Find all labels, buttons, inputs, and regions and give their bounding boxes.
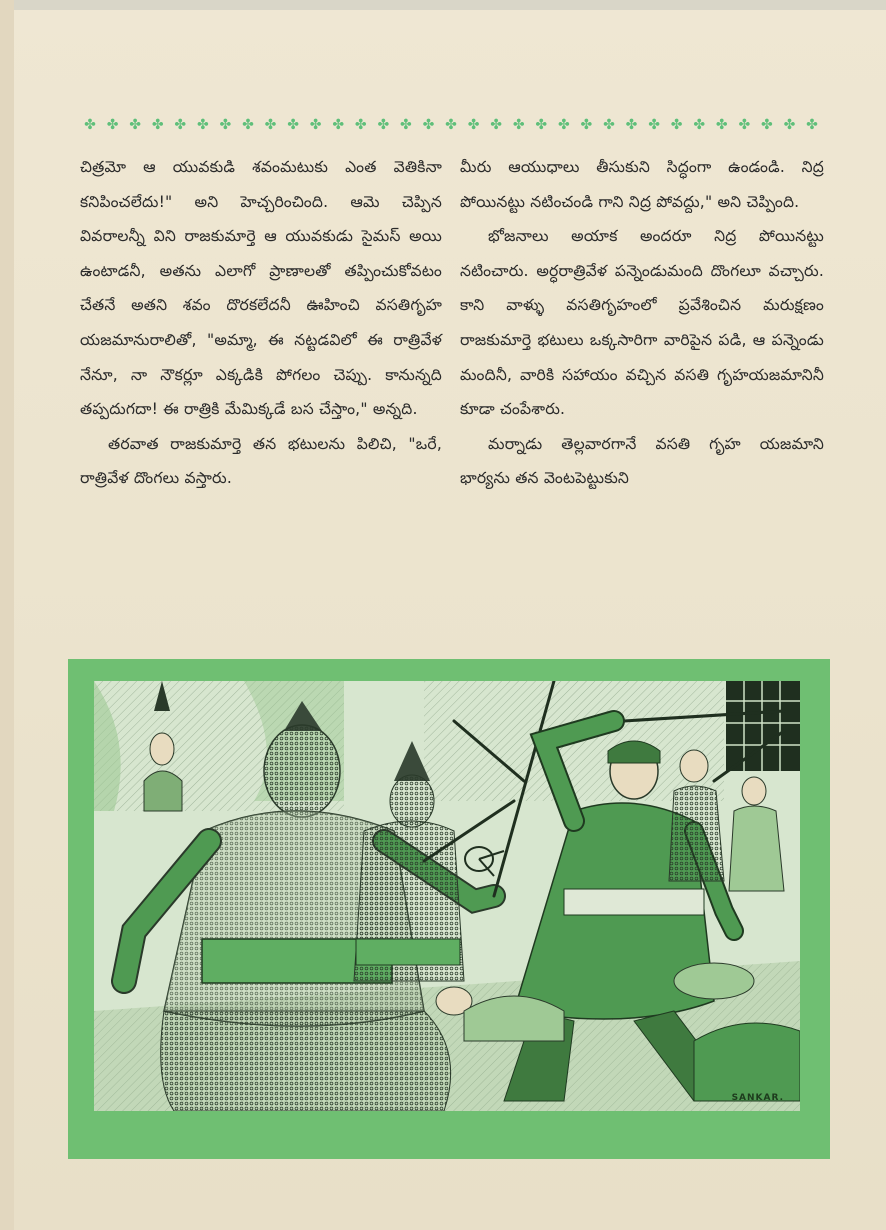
ornament-flower-icon: ✤ — [603, 117, 615, 133]
ornament-flower-icon: ✤ — [151, 117, 164, 133]
ornament-flower-icon: ✤ — [512, 117, 525, 133]
battle-illustration — [94, 681, 800, 1111]
ornament-flower-icon: ✤ — [309, 117, 322, 133]
ornament-flower-icon: ✤ — [354, 117, 367, 133]
ornament-flower-icon: ✤ — [783, 117, 796, 133]
ornament-flower-icon: ✤ — [625, 117, 638, 133]
ornament-flower-icon: ✤ — [738, 117, 751, 133]
page-left-edge — [0, 0, 14, 1230]
ornament-flower-icon: ✤ — [715, 117, 728, 133]
ornament-flower-icon: ✤ — [535, 117, 548, 133]
ornament-flower-icon: ✤ — [332, 117, 345, 133]
ornament-flower-icon: ✤ — [580, 117, 593, 133]
decorative-border — [82, 114, 820, 136]
ornament-flower-icon: ✤ — [557, 117, 570, 133]
ornament-flower-icon: ✤ — [287, 117, 299, 133]
ornament-flower-icon: ✤ — [467, 117, 480, 133]
ornament-flower-icon: ✤ — [761, 117, 773, 133]
ornament-flower-icon: ✤ — [648, 117, 660, 133]
ornament-flower-icon: ✤ — [129, 117, 141, 133]
ornament-flower-icon: ✤ — [264, 117, 277, 133]
ornament-flower-icon: ✤ — [377, 117, 390, 133]
artist-signature: SANKAR. — [731, 1093, 784, 1103]
text-column-left — [80, 150, 442, 496]
page-top-edge — [0, 0, 886, 10]
ornament-flower-icon: ✤ — [174, 117, 187, 133]
ornament-flower-icon: ✤ — [400, 117, 412, 133]
ornament-flower-icon: ✤ — [806, 117, 818, 133]
paragraph: భోజనాలు అయాక అందరూ నిద్ర పోయినట్టు నటించారు. అర్ధరాత్రివేళ పన్నెండుమంది దొంగలూ వచ్చారు. కాని వాళ్ళు వసతిగృహంలో ప్రవేశించిన మరుక్షణం రాజకుమార్తె భటులు ఒక్కసారిగా వారిపైన పడి, ఆ పన్నెండు మందినీ, వారికి సహాయం వచ్చిన వసతి గృహయజమానినీ కూడా చంపేశారు. — [460, 227, 824, 419]
ornament-flower-icon: ✤ — [693, 117, 706, 133]
ornament-flower-icon: ✤ — [84, 117, 96, 133]
text-column-right — [460, 150, 824, 496]
ornament-flower-icon: ✤ — [219, 117, 232, 133]
illustration-frame — [68, 659, 830, 1159]
paragraph: మీరు ఆయుధాలు తీసుకుని సిద్ధంగా ఉండండి. నిద్ర పోయినట్టు నటించండి గాని నిద్ర పోవద్దు," అని చెప్పింది. — [460, 158, 824, 211]
ornament-flower-icon: ✤ — [196, 117, 209, 133]
battle-scene-drawing — [94, 681, 800, 1111]
ornament-flower-icon: ✤ — [445, 117, 457, 133]
ornament-flower-icon: ✤ — [490, 117, 502, 133]
paragraph: తరవాత రాజకుమార్తె తన భటులను పిలిచి, "ఒరే, రాత్రివేళ దొంగలు వస్తారు. — [80, 434, 442, 488]
ornament-flower-icon: ✤ — [670, 117, 683, 133]
ornament-flower-icon: ✤ — [422, 117, 435, 133]
ornament-flower-icon: ✤ — [242, 117, 254, 133]
paragraph: మర్నాడు తెల్లవారగానే వసతి గృహ యజమాని భార్యను తన వెంటపెట్టుకుని — [460, 434, 824, 488]
paragraph: చిత్రమో ఆ యువకుడి శవంమటుకు ఎంత వెతికినా కనిపించలేదు!" అని హెచ్చరించింది. ఆమె చెప్పిన వివరాలన్నీ విని రాజకుమార్తె ఆ యువకుడు సైమస్ అయి ఉంటాడనీ, అతను ఎలాగో ప్రాణాలతో తప్పించుకోవటం చేతనే అతని శవం దొరకలేదనీ ఊహించి వసతిగృహ యజమానురాలితో, "అమ్మా, ఈ నట్టడవిలో ఈ రాత్రివేళ నేనూ, నా నౌకర్లూ ఎక్కడికి పోగలం చెప్పు. కానున్నది తప్పదుగదా! ఈ రాత్రికి మేమిక్కడే బస చేస్తాం," అన్నది. — [80, 158, 442, 419]
ornament-flower-icon: ✤ — [106, 117, 119, 133]
